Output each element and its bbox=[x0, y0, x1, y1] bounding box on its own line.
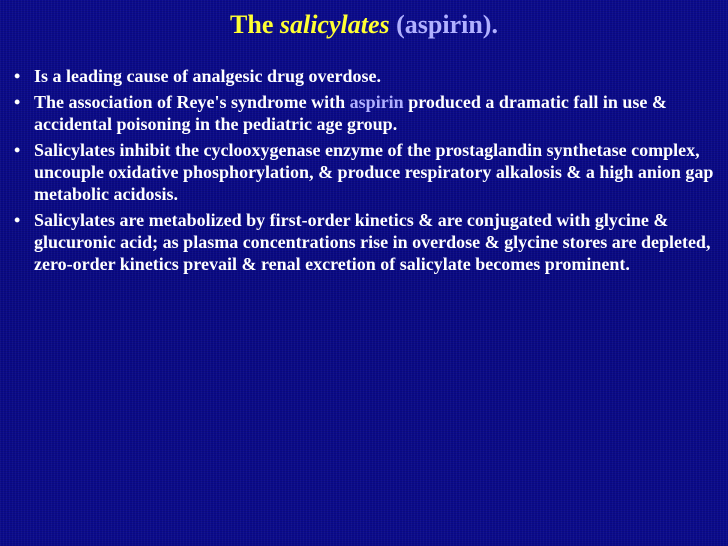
bullet-item bbox=[14, 65, 726, 87]
bullet-text: Salicylates are metabolized by first-order kinetics & are conjugated with glycine & glucuronic acid; as plasma concentrations rise in overdose & glycine stores are depleted, zero-order kinetics prevail & renal excretion of salicylate becomes prominent. bbox=[34, 210, 711, 274]
bullet-item bbox=[14, 209, 726, 275]
bullet-text-before: The association of Reye's syndrome with bbox=[34, 92, 350, 112]
slide-title bbox=[0, 8, 728, 42]
bullet-item bbox=[14, 139, 726, 205]
bullet-icon: • bbox=[14, 92, 21, 112]
title-period: . bbox=[491, 10, 498, 39]
bullet-text: Salicylates inhibit the cyclooxygenase enzyme of the prostaglandin synthetase complex, uncouple oxidative phosphorylation, & produce respiratory alkalosis & a high anion gap metabolic acidosis. bbox=[34, 140, 714, 204]
title-aspirin: (aspirin) bbox=[396, 10, 492, 39]
title-the: The bbox=[230, 10, 274, 39]
title-salicylates: salicylates bbox=[279, 10, 390, 39]
bullet-icon: • bbox=[14, 140, 21, 160]
aspirin-highlight: aspirin bbox=[349, 92, 404, 112]
bullet-icon: • bbox=[14, 210, 21, 230]
bullet-text: Is a leading cause of analgesic drug overdose. bbox=[34, 66, 382, 86]
bullet-text-after: produced a dramatic fall in use & accidental poisoning in the pediatric age group. bbox=[34, 92, 667, 134]
bullet-list bbox=[14, 65, 726, 279]
bullet-item bbox=[14, 91, 726, 135]
bullet-icon: • bbox=[14, 66, 21, 86]
